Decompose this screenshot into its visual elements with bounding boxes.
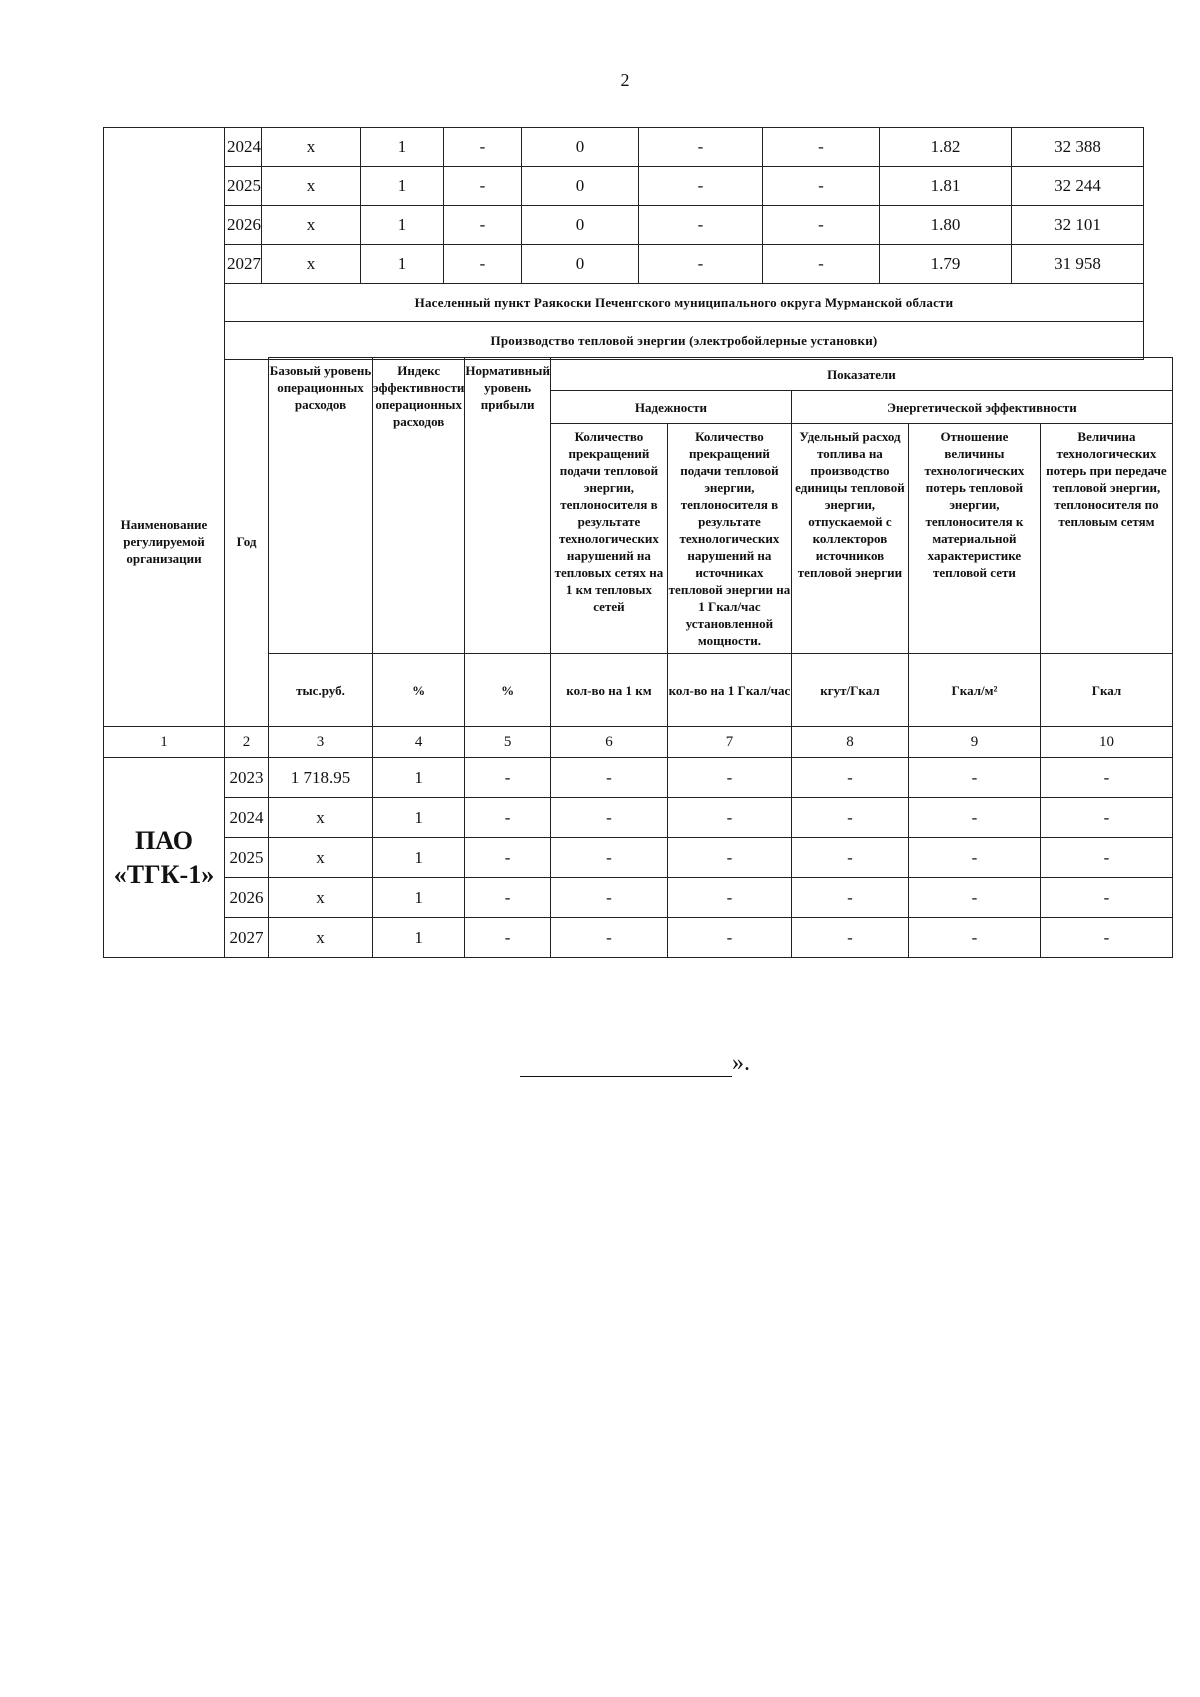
cell-col4: 1 [373,758,465,798]
cell-col4: 1 [361,245,444,284]
cell-col6: - [550,838,667,878]
cell-col5: - [444,245,522,284]
cell-col6: - [550,758,667,798]
cell-col3: x [262,128,361,167]
column-number: 5 [465,727,551,758]
cell-col4: 1 [373,918,465,958]
table-row [104,245,1144,284]
cell-col7: - [639,245,763,284]
table-row [104,798,1173,838]
table-row [104,206,1144,245]
cell-col7: - [667,918,791,958]
unit-base: тыс.руб. [269,654,373,727]
cell-col8: - [791,758,908,798]
year-cell: 2023 [225,758,269,798]
header-efficiency-index: Индекс эффективности операционных расходов [373,358,465,654]
organization-name: ПАО «ТГК-1» [104,758,225,958]
column-number: 1 [104,727,225,758]
column-number: 6 [550,727,667,758]
cell-col10: 32 244 [1012,167,1144,206]
cell-col8: - [763,206,880,245]
cell-col6: - [550,878,667,918]
header-base-opex: Базовый уровень операционных расходов [269,358,373,654]
cell-col3: x [269,798,373,838]
org-cell-blank [104,206,225,245]
column-number: 9 [908,727,1040,758]
cell-col3: x [269,878,373,918]
column-number: 7 [667,727,791,758]
cell-col5: - [465,918,551,958]
header-row [104,358,1173,391]
cell-col9: 1.79 [880,245,1012,284]
cell-col7: - [667,838,791,878]
cell-col9: - [908,918,1040,958]
cell-col10: - [1040,878,1172,918]
cell-col5: - [444,128,522,167]
header-col10: Величина технологических потерь при передаче тепловой энергии, теплоносителя по тепловым сетям [1040,424,1172,654]
cell-col3: x [262,245,361,284]
cell-col6: 0 [522,245,639,284]
cell-col10: - [1040,838,1172,878]
cell-col4: 1 [373,798,465,838]
column-number: 4 [373,727,465,758]
column-number: 10 [1040,727,1172,758]
unit-col10: Гкал [1040,654,1172,727]
cell-col5: - [465,878,551,918]
cell-col3: x [262,167,361,206]
cell-col7: - [639,167,763,206]
cell-col4: 1 [361,128,444,167]
cell-col3: x [262,206,361,245]
cell-col9: 1.81 [880,167,1012,206]
cell-col5: - [465,798,551,838]
year-cell: 2026 [225,206,262,245]
banner-row [104,284,1144,322]
closing-quote: ». [732,1050,750,1076]
table-row [104,918,1173,958]
header-col9: Отношение величины технологических потерь тепловой энергии, теплоносителя к материальной характеристике тепловой сети [908,424,1040,654]
column-number-row [104,727,1173,758]
cell-col4: 1 [373,838,465,878]
settlement-title: Населенный пункт Раякоски Печенгского муниципального округа Мурманской области [225,284,1144,322]
cell-col7: - [639,206,763,245]
continuation-table [103,127,1144,360]
year-cell: 2027 [225,918,269,958]
closing-line [520,1050,750,1077]
table-row [104,758,1173,798]
cell-col9: - [908,838,1040,878]
org-cell-blank [104,322,225,360]
column-number: 3 [269,727,373,758]
column-number: 8 [791,727,908,758]
table-row [104,838,1173,878]
cell-col7: - [667,798,791,838]
header-col6: Количество прекращений подачи тепловой энергии, теплоносителя в результате технологических нарушений на тепловых сетях на 1 км тепловых сетей [550,424,667,654]
cell-col4: 1 [373,878,465,918]
header-norm-profit: Нормативный уровень прибыли [465,358,551,654]
table-row [104,128,1144,167]
cell-col8: - [791,838,908,878]
cell-col9: - [908,758,1040,798]
header-indicators: Показатели [550,358,1172,391]
unit-col6: кол-во на 1 км [550,654,667,727]
header-energy-efficiency: Энергетической эффективности [791,391,1172,424]
banner-row [104,322,1144,360]
cell-col6: 0 [522,206,639,245]
cell-col6: - [550,918,667,958]
table-row [104,167,1144,206]
header-org: Наименование регулируемой организации [104,358,225,727]
cell-col10: - [1040,798,1172,838]
signature-rule [520,1056,732,1077]
cell-col3: 1 718.95 [269,758,373,798]
indicators-table [103,357,1173,958]
cell-col6: 0 [522,128,639,167]
year-cell: 2026 [225,878,269,918]
cell-col6: - [550,798,667,838]
cell-col5: - [444,167,522,206]
cell-col8: - [763,128,880,167]
unit-index: % [373,654,465,727]
cell-col7: - [667,758,791,798]
cell-col10: 32 388 [1012,128,1144,167]
cell-col8: - [791,918,908,958]
cell-col9: 1.80 [880,206,1012,245]
cell-col8: - [763,167,880,206]
cell-col5: - [465,838,551,878]
header-reliability: Надежности [550,391,791,424]
cell-col4: 1 [361,206,444,245]
year-cell: 2024 [225,798,269,838]
page-number: 2 [620,70,630,90]
cell-col9: 1.82 [880,128,1012,167]
unit-col7: кол-во на 1 Гкал/час [667,654,791,727]
cell-col3: x [269,918,373,958]
year-cell: 2027 [225,245,262,284]
column-number: 2 [225,727,269,758]
cell-col5: - [465,758,551,798]
table-row [104,878,1173,918]
org-cell-blank [104,284,225,322]
header-col8: Удельный расход топлива на производство единицы тепловой энергии, отпускаемой с коллекторов источников тепловой энергии [791,424,908,654]
cell-col6: 0 [522,167,639,206]
cell-col10: 31 958 [1012,245,1144,284]
unit-col8: кгут/Гкал [791,654,908,727]
cell-col10: - [1040,758,1172,798]
year-cell: 2025 [225,838,269,878]
header-col7: Количество прекращений подачи тепловой энергии, теплоносителя в результате технологических нарушений на источниках тепловой энергии на 1 Гкал/час установленной мощности. [667,424,791,654]
org-cell-blank [104,128,225,167]
production-title: Производство тепловой энергии (электробойлерные установки) [225,322,1144,360]
cell-col8: - [763,245,880,284]
cell-col8: - [791,878,908,918]
cell-col9: - [908,798,1040,838]
cell-col3: x [269,838,373,878]
cell-col5: - [444,206,522,245]
cell-col10: - [1040,918,1172,958]
year-cell: 2024 [225,128,262,167]
cell-col10: 32 101 [1012,206,1144,245]
cell-col7: - [639,128,763,167]
cell-col9: - [908,878,1040,918]
year-cell: 2025 [225,167,262,206]
cell-col4: 1 [361,167,444,206]
unit-norm: % [465,654,551,727]
unit-col9: Гкал/м² [908,654,1040,727]
org-cell-blank [104,245,225,284]
header-year: Год [225,358,269,727]
org-cell-blank [104,167,225,206]
cell-col8: - [791,798,908,838]
cell-col7: - [667,878,791,918]
